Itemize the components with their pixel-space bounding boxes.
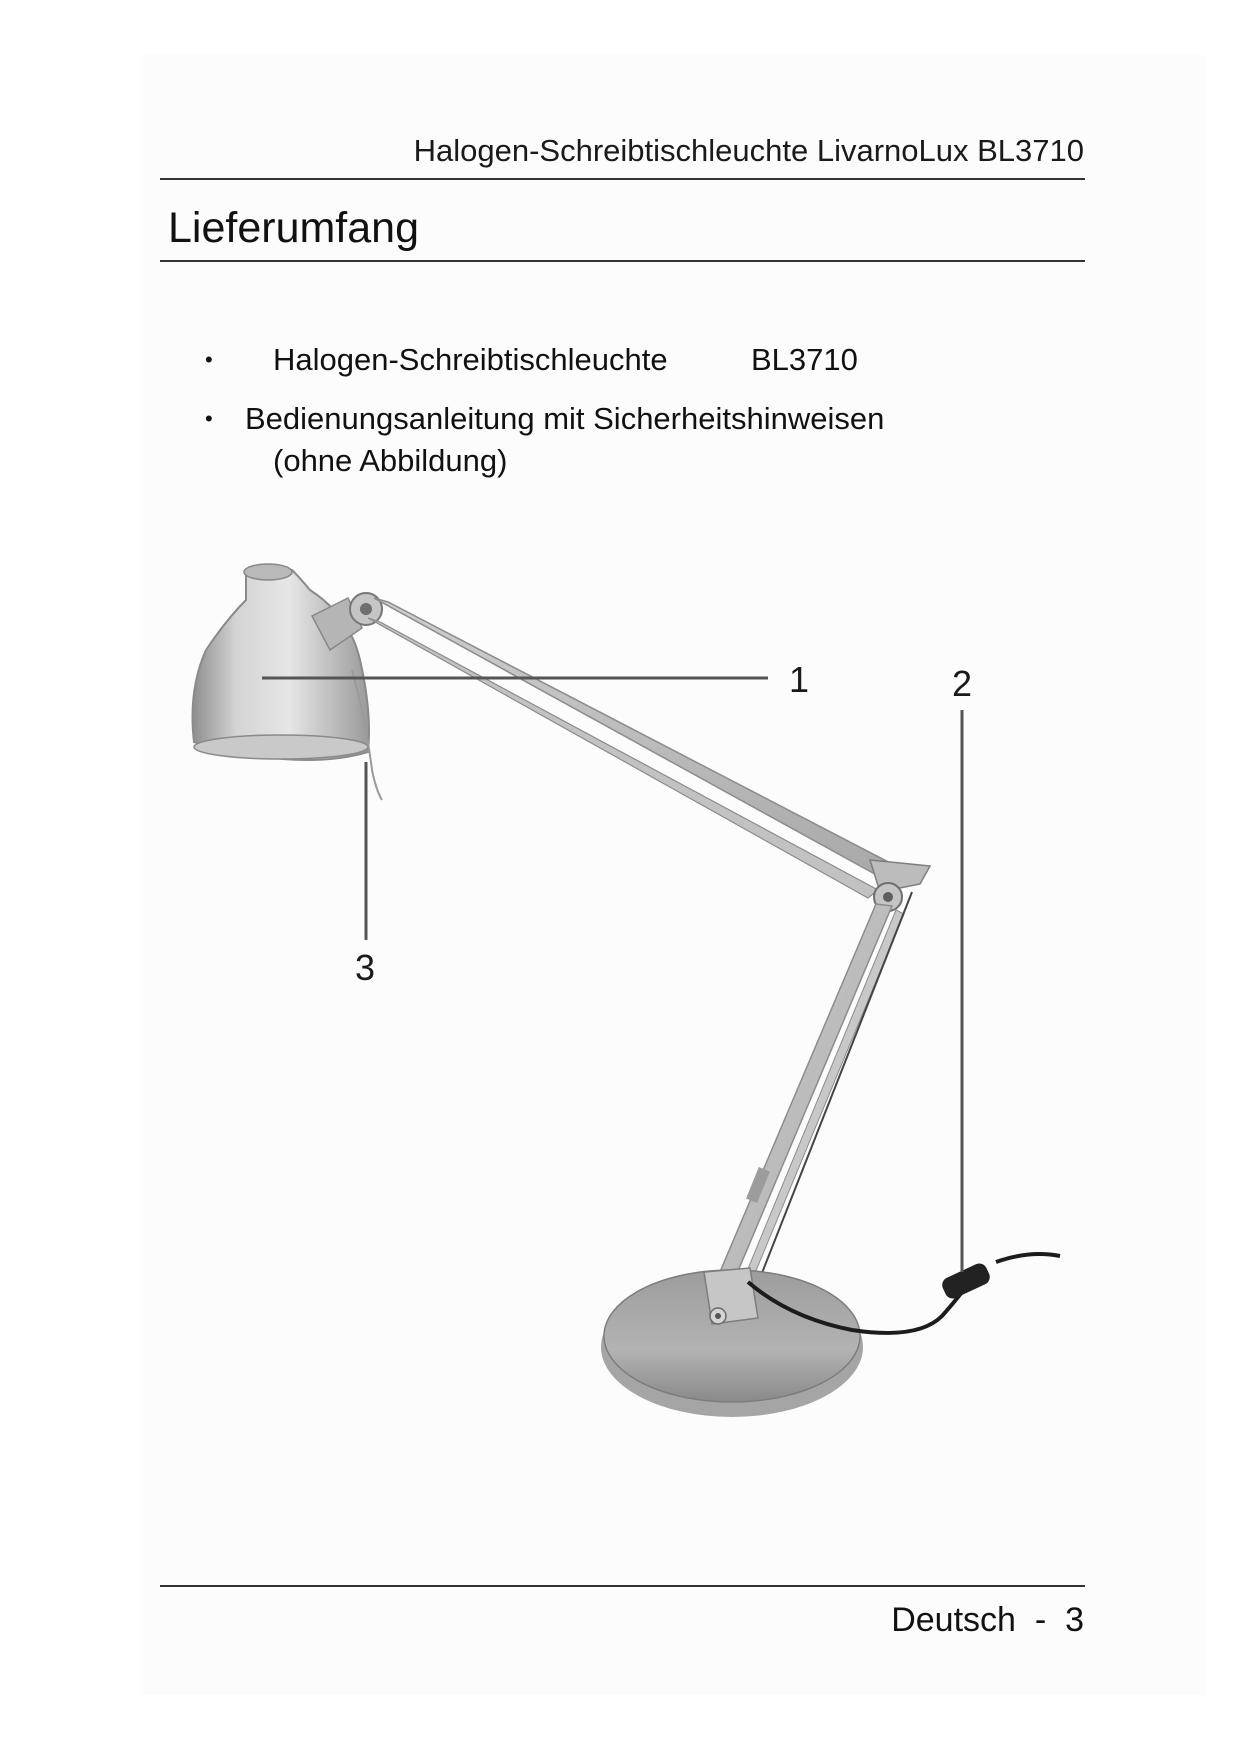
item-model: BL3710	[751, 342, 858, 377]
bullet: •	[205, 347, 213, 372]
callout-2: 2	[952, 663, 973, 704]
lower-arm	[714, 892, 912, 1290]
item-name: Bedienungsanleitung mit Sicherheitshinweisen	[245, 401, 885, 436]
inline-switch	[940, 1261, 993, 1301]
footer-rule	[160, 1585, 1085, 1587]
callout-3: 3	[355, 947, 376, 988]
footer-language: Deutsch	[891, 1601, 1016, 1639]
lamp-shade	[193, 564, 383, 760]
footer-separator: -	[1034, 1601, 1047, 1639]
section-title: Lieferumfang	[168, 204, 419, 252]
page-footer	[700, 1600, 1084, 1640]
bullet: •	[205, 406, 213, 431]
upper-arm	[368, 598, 896, 898]
callout-1: 1	[789, 659, 810, 700]
item-name: Halogen-Schreibtischleuchte	[273, 342, 668, 377]
running-header: Halogen-Schreibtischleuchte LivarnoLux BL3710	[413, 133, 1084, 168]
page-number: 3	[1065, 1601, 1084, 1639]
lamp-base	[601, 1268, 863, 1417]
item-note: (ohne Abbildung)	[273, 443, 508, 478]
elbow-joint	[870, 860, 930, 911]
